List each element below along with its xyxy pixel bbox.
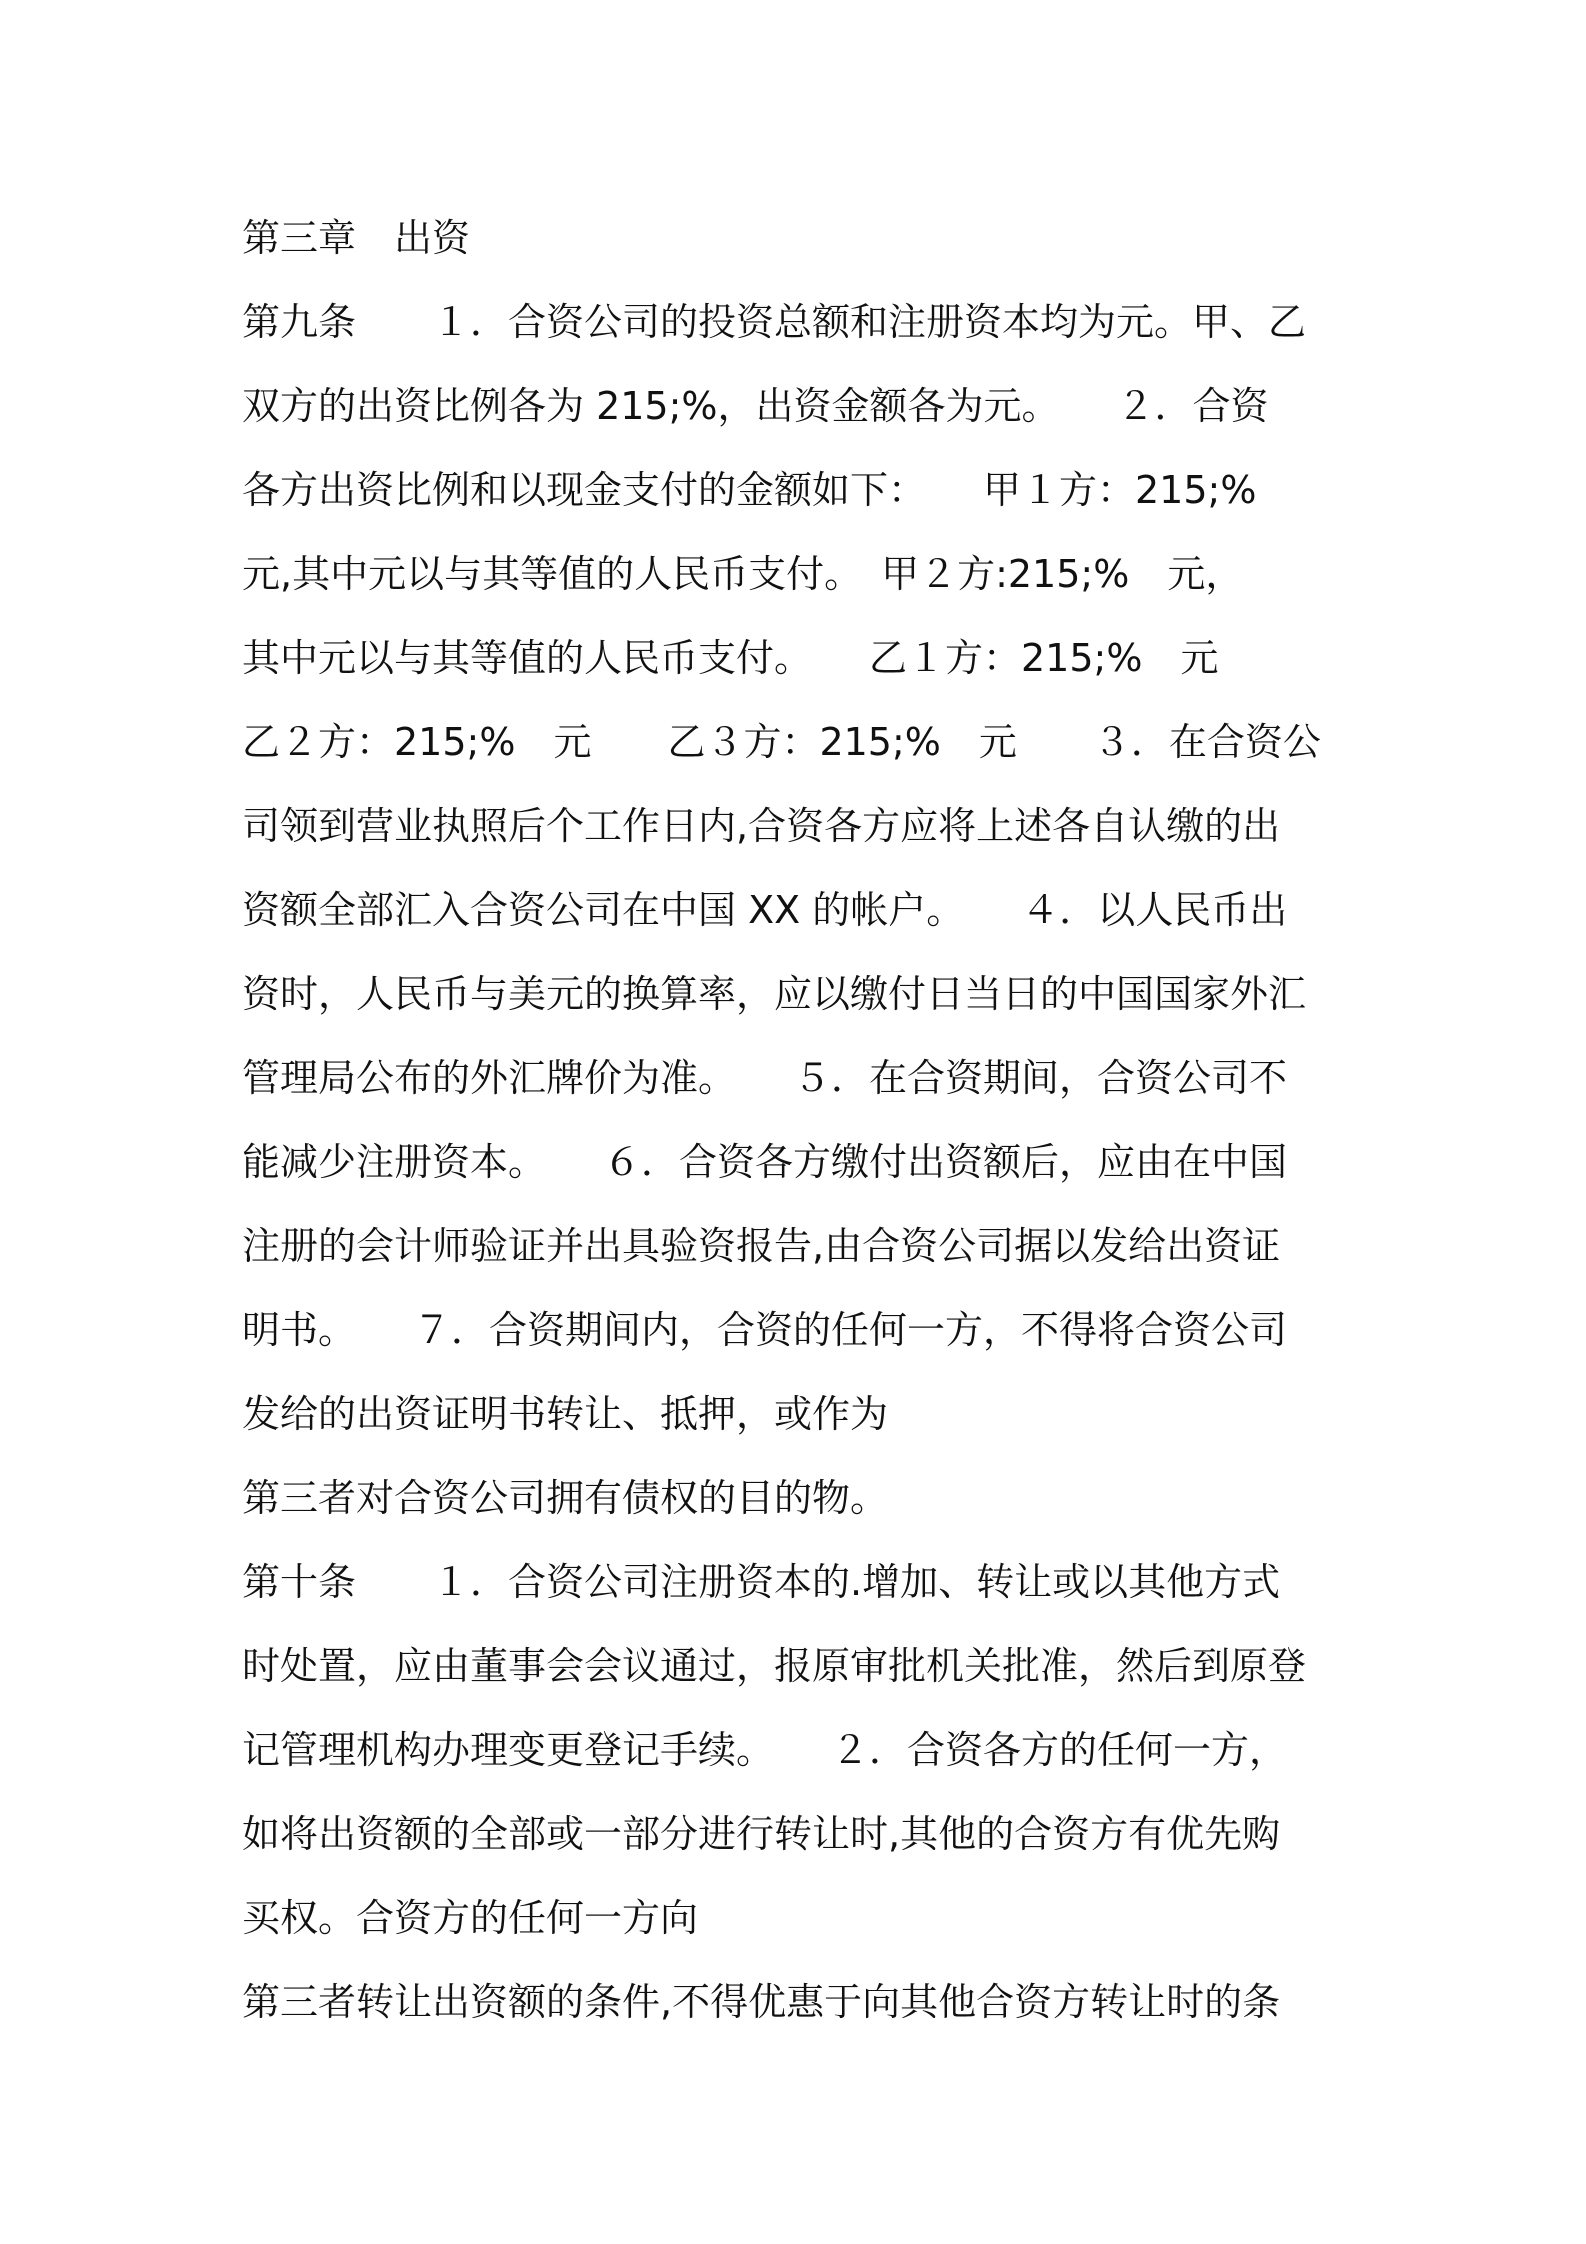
article-9-line: 其中元以与其等值的人民币支付。 乙１方：215;% 元 [242, 636, 1219, 680]
article-9-line: 资额全部汇入合资公司在中国 XX 的帐户。 ４．以人民币出 [242, 888, 1288, 932]
article-10-line: 记管理机构办理变更登记手续。 ２．合资各方的任何一方， [242, 1728, 1288, 1772]
article-9-line: 能减少注册资本。 ６．合资各方缴付出资额后，应由在中国 [242, 1140, 1288, 1184]
article-10-line: 如将出资额的全部或一部分进行转让时,其他的合资方有优先购 [242, 1812, 1281, 1856]
article-9-line: 明书。 ７．合资期间内，合资的任何一方，不得将合资公司 [242, 1308, 1288, 1352]
article-9-line: 第九条 １．合资公司的投资总额和注册资本均为元。甲、乙 [242, 300, 1307, 344]
article-10-line: 买权。合资方的任何一方向 [242, 1896, 699, 1940]
document-body [242, 196, 1352, 2044]
article-10-line: 第三者转让出资额的条件,不得优惠于向其他合资方转让时的条 [242, 1980, 1281, 2024]
article-9-line: 司领到营业执照后个工作日内,合资各方应将上述各自认缴的出 [242, 804, 1281, 848]
article-9-line: 乙２方：215;% 元 乙３方：215;% 元 ３．在合资公 [242, 720, 1321, 764]
article-9-line: 元,其中元以与其等值的人民币支付。 甲２方:215;% 元， [242, 552, 1244, 596]
article-9-line: 注册的会计师验证并出具验资报告,由合资公司据以发给出资证 [242, 1224, 1281, 1268]
article-9-line: 资时，人民币与美元的换算率，应以缴付日当日的中国国家外汇 [242, 972, 1307, 1016]
article-9-line: 双方的出资比例各为 215;%，出资金额各为元。 ２．合资 [242, 384, 1269, 428]
chapter-heading: 第三章 出资 [242, 216, 471, 260]
article-9-line: 管理局公布的外汇牌价为准。 ５．在合资期间，合资公司不 [242, 1056, 1288, 1100]
article-10-line: 第十条 １．合资公司注册资本的.增加、转让或以其他方式 [242, 1560, 1281, 1604]
article-10-line: 时处置，应由董事会会议通过，报原审批机关批准，然后到原登 [242, 1644, 1307, 1688]
article-9-line: 第三者对合资公司拥有债权的目的物。 [242, 1476, 889, 1520]
article-9-line: 各方出资比例和以现金支付的金额如下： 甲１方：215;% [242, 468, 1257, 512]
article-9-line: 发给的出资证明书转让、抵押，或作为 [242, 1392, 889, 1436]
